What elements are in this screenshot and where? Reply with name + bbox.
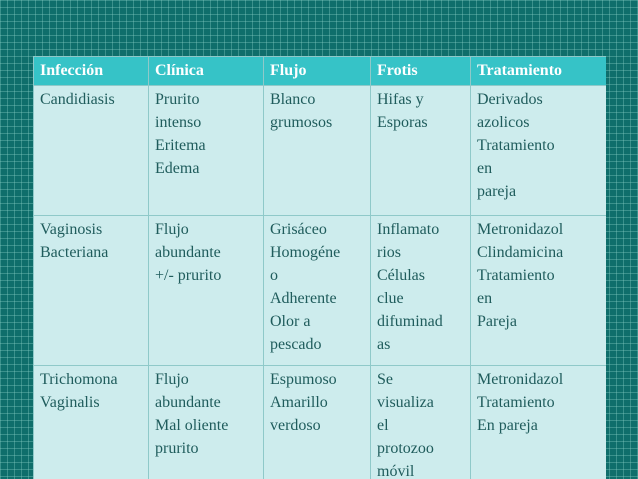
cell-line: Esporas: [377, 114, 428, 131]
cell-line: pescado: [270, 336, 322, 353]
cell-line: grumosos: [270, 114, 333, 131]
cell-line: Pareja: [477, 313, 517, 330]
cell-line: móvil: [377, 463, 415, 479]
cell-line: Se: [377, 371, 393, 388]
cell-line: Homogéne: [270, 244, 341, 261]
cell-line: Edema: [155, 160, 200, 177]
cell-line: clue: [377, 290, 404, 307]
table-cell: [371, 86, 471, 216]
table-cell: [371, 216, 471, 366]
table-header-row: [34, 57, 607, 86]
cell-line: pareja: [477, 183, 517, 200]
table-cell: [471, 366, 607, 479]
cell-line: Amarillo: [270, 394, 328, 411]
cell-line: Tratamiento: [477, 267, 555, 284]
cell-line: difuminad: [377, 313, 443, 330]
cell-line: protozoo: [377, 440, 434, 457]
cell-line: as: [377, 336, 391, 353]
table-row: [34, 216, 607, 366]
table-cell: [149, 86, 264, 216]
table-cell: [34, 216, 149, 366]
column-header: Tratamiento: [471, 57, 607, 86]
cell-line: Hifas y: [377, 91, 424, 108]
cell-line: Blanco: [270, 91, 316, 108]
cell-line: Olor a: [270, 313, 311, 330]
cell-line: Flujo: [155, 371, 189, 388]
cell-line: prurito: [155, 440, 199, 457]
cell-line: Flujo: [155, 221, 189, 238]
cell-line: Vaginosis: [40, 221, 103, 238]
cell-line: Metronidazol: [477, 221, 564, 238]
cell-line: Inflamato: [377, 221, 440, 238]
cell-line: Grisáceo: [270, 221, 327, 238]
cell-line: en: [477, 290, 493, 307]
infection-table: [33, 56, 606, 479]
cell-line: visualiza: [377, 394, 434, 411]
table-cell: [264, 366, 371, 479]
cell-line: +/- prurito: [155, 267, 222, 284]
table-cell: [471, 216, 607, 366]
cell-line: Prurito: [155, 91, 200, 108]
cell-line: Vaginalis: [40, 394, 100, 411]
table-cell: [34, 86, 149, 216]
cell-line: Trichomona: [40, 371, 118, 388]
cell-line: Espumoso: [270, 371, 337, 388]
cell-line: rios: [377, 244, 401, 261]
cell-line: Bacteriana: [40, 244, 109, 261]
table-cell: [471, 86, 607, 216]
table-cell: [371, 366, 471, 479]
table-cell: [149, 216, 264, 366]
cell-line: Metronidazol: [477, 371, 564, 388]
column-header: Flujo: [264, 57, 371, 86]
table-cell: [264, 216, 371, 366]
column-header: Frotis: [371, 57, 471, 86]
cell-line: en: [477, 160, 493, 177]
table-row: [34, 86, 607, 216]
cell-line: Adherente: [270, 290, 337, 307]
cell-line: verdoso: [270, 417, 321, 434]
cell-line: intenso: [155, 114, 202, 131]
cell-line: Tratamiento: [477, 394, 555, 411]
table-row: [34, 366, 607, 479]
column-header: Infección: [34, 57, 149, 86]
table-cell: [264, 86, 371, 216]
cell-line: abundante: [155, 394, 221, 411]
cell-line: Mal oliente: [155, 417, 229, 434]
cell-line: o: [270, 267, 278, 284]
table-cell: [149, 366, 264, 479]
cell-line: Eritema: [155, 137, 206, 154]
cell-line: azolicos: [477, 114, 530, 131]
column-header: Clínica: [149, 57, 264, 86]
cell-line: Clindamicina: [477, 244, 564, 261]
cell-line: Derivados: [477, 91, 543, 108]
cell-line: el: [377, 417, 389, 434]
cell-line: Células: [377, 267, 425, 284]
cell-line: Tratamiento: [477, 137, 555, 154]
cell-line: abundante: [155, 244, 221, 261]
cell-line: Candidiasis: [40, 91, 115, 108]
table-cell: [34, 366, 149, 479]
cell-line: En pareja: [477, 417, 538, 434]
